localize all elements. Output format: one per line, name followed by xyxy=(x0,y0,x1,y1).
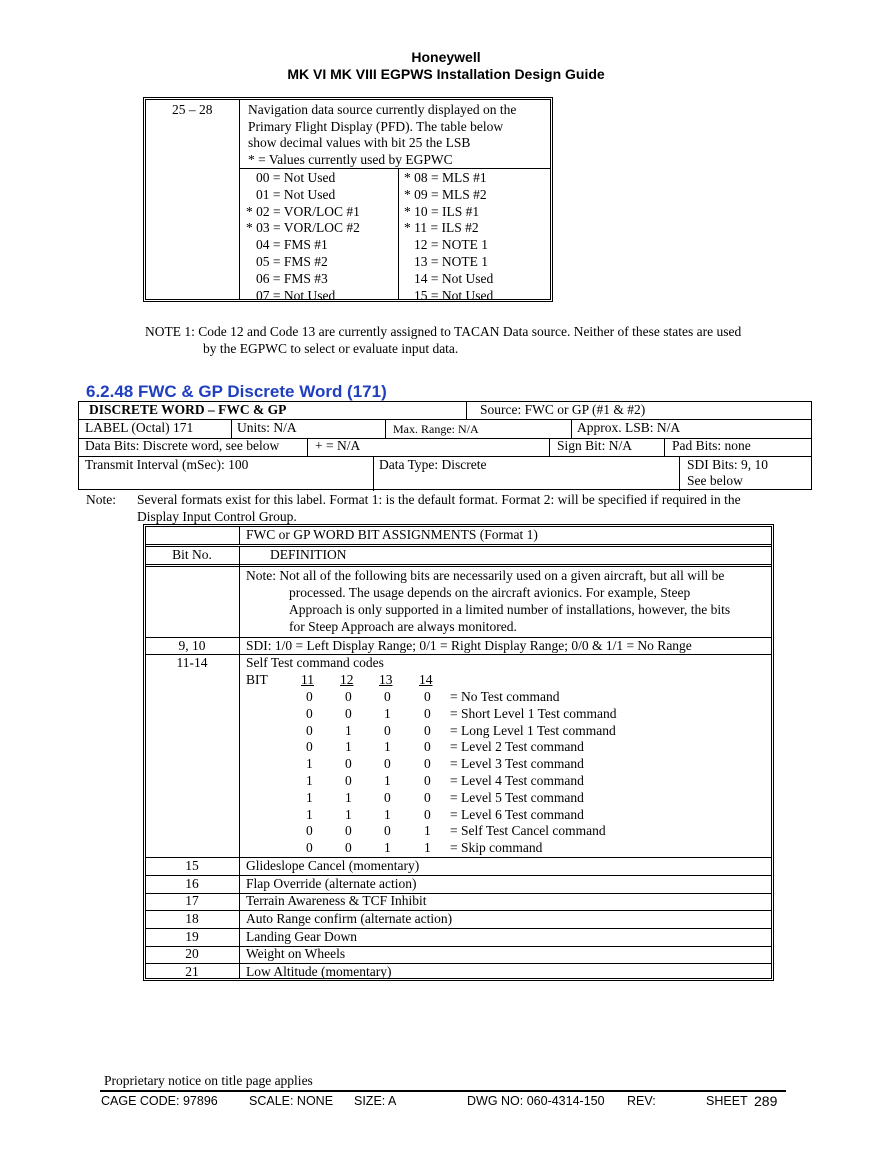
bit-definition: Glideslope Cancel (momentary) xyxy=(246,858,420,873)
drawing-number: DWG NO: 060-4314-150 xyxy=(467,1094,605,1108)
pad-bits: Pad Bits: none xyxy=(672,438,751,453)
note-1-line: by the EGPWC to select or evaluate input data. xyxy=(203,341,459,356)
sdi-bits: SDI Bits: 9, 10 xyxy=(687,457,769,472)
label-octal: LABEL (Octal) 171 xyxy=(85,420,194,435)
bit-table-note-line: Note: Not all of the following bits are necessarily used on a given aircraft, but all will be xyxy=(246,568,725,583)
self-test-bit-value: 1 xyxy=(306,789,313,805)
self-test-description: = Self Test Cancel command xyxy=(450,823,606,839)
self-test-bit-value: 1 xyxy=(306,756,313,772)
company-name: Honeywell xyxy=(411,49,481,65)
nav-desc-line: * = Values currently used by EGPWC xyxy=(248,152,453,167)
bit-header-col: 13 xyxy=(379,672,393,687)
col-definition-header: DEFINITION xyxy=(270,547,347,562)
max-range: Max. Range: N/A xyxy=(393,422,479,436)
bit-header-col: 14 xyxy=(419,672,433,687)
self-test-bit-value: 1 xyxy=(424,823,431,839)
bit-definition: Low Altitude (momentary) xyxy=(246,964,392,979)
self-test-bit-value: 0 xyxy=(306,722,313,738)
nav-code-left: 07 = Not Used xyxy=(256,287,336,303)
bit-table-note-line: for Steep Approach are always monitored. xyxy=(289,619,517,634)
footer-rule xyxy=(100,1090,786,1092)
self-test-description: = Skip command xyxy=(450,840,543,856)
note-1-line: NOTE 1: Code 12 and Code 13 are currently assigned to TACAN Data source. Neither of these states are used xyxy=(145,324,742,339)
self-test-bit-value: 0 xyxy=(424,789,431,805)
sign-bit: Sign Bit: N/A xyxy=(557,438,633,453)
nav-desc-line: show decimal values with bit 25 the LSB xyxy=(248,135,471,150)
col-bit-header: Bit No. xyxy=(172,547,212,562)
self-test-bit-value: 0 xyxy=(424,722,431,738)
self-test-bit-value: 0 xyxy=(345,705,352,721)
self-test-bit-value: 1 xyxy=(384,840,391,856)
nav-code-left: 00 = Not Used xyxy=(256,170,336,185)
nav-source-table xyxy=(143,97,553,302)
self-test-bit-value: 0 xyxy=(384,823,391,839)
nav-code-right: 13 = NOTE 1 xyxy=(414,254,488,269)
self-test-bit-value: 0 xyxy=(306,840,313,856)
bit-number: 18 xyxy=(185,911,199,926)
bit-definition: Flap Override (alternate action) xyxy=(246,876,417,891)
self-test-bit-value: 0 xyxy=(424,705,431,721)
nav-code-right: 14 = Not Used xyxy=(414,270,494,286)
format-note-label: Note: xyxy=(86,492,116,507)
self-test-bit-value: 1 xyxy=(345,739,352,755)
nav-desc-line: Primary Flight Display (PFD). The table below xyxy=(248,119,504,134)
approx-lsb: Approx. LSB: N/A xyxy=(577,420,681,435)
revision: REV: xyxy=(627,1094,656,1108)
nav-code-left: 06 = FMS #3 xyxy=(256,270,328,286)
self-test-bit-value: 0 xyxy=(345,773,352,788)
self-test-bit-value: 1 xyxy=(345,806,352,822)
self-test-bit-number: 11-14 xyxy=(176,655,208,670)
cage-code: CAGE CODE: 97896 xyxy=(101,1094,218,1108)
section-title: 6.2.48 FWC & GP Discrete Word (171) xyxy=(86,382,387,401)
note-1 xyxy=(145,323,741,357)
nav-desc-line: Navigation data source currently displayed on the xyxy=(248,102,517,117)
self-test-description: = Level 3 Test command xyxy=(450,756,584,772)
bit-number: 20 xyxy=(185,946,199,961)
data-type: Data Type: Discrete xyxy=(379,457,487,472)
bit-number: 19 xyxy=(185,929,199,944)
nav-code-left: * 02 = VOR/LOC #1 xyxy=(246,203,360,219)
self-test-bit-value: 1 xyxy=(424,840,431,856)
self-test-bit-value: 0 xyxy=(424,806,431,822)
self-test-bit-value: 0 xyxy=(424,689,431,704)
self-test-bit-value: 0 xyxy=(384,722,391,738)
nav-code-left: 05 = FMS #2 xyxy=(256,254,328,269)
self-test-description: = Short Level 1 Test command xyxy=(450,705,617,721)
discrete-word-box xyxy=(78,401,812,490)
nav-bits-label: 25 – 28 xyxy=(172,102,213,117)
bit-table-note-line: processed. The usage depends on the aircraft avionics. For example, Steep xyxy=(289,585,691,600)
bit-number: 21 xyxy=(185,964,199,979)
bit-table-title: FWC or GP WORD BIT ASSIGNMENTS (Format 1) xyxy=(246,527,538,542)
bit-definition: Auto Range confirm (alternate action) xyxy=(246,911,453,926)
format-note-line: Several formats exist for this label. Format 1: is the default format. Format 2: will be specified if required in the xyxy=(137,492,741,507)
scale: SCALE: NONE xyxy=(249,1094,334,1108)
self-test-bit-value: 0 xyxy=(306,739,313,755)
nav-code-right: 15 = Not Used xyxy=(414,287,494,303)
self-test-bit-value: 0 xyxy=(345,823,352,839)
self-test-bit-value: 0 xyxy=(384,689,391,704)
self-test-bit-value: 1 xyxy=(384,739,391,755)
self-test-bit-value: 0 xyxy=(424,773,431,788)
sdi-see-below: See below xyxy=(687,473,743,488)
bit-header-label: BIT xyxy=(246,672,268,687)
self-test-bit-value: 0 xyxy=(345,756,352,772)
nav-code-left: 04 = FMS #1 xyxy=(256,237,328,253)
self-test-title: Self Test command codes xyxy=(246,655,384,670)
nav-code-right: 12 = NOTE 1 xyxy=(414,237,488,253)
bit-header-col: 12 xyxy=(340,672,354,687)
discrete-word-name: DISCRETE WORD – FWC & GP xyxy=(89,402,287,417)
bit-table-note-line: Approach is only supported in a limited number of installations, however, the bits xyxy=(289,602,731,617)
nav-code-left: 01 = Not Used xyxy=(256,186,336,202)
self-test-bit-value: 0 xyxy=(345,689,352,704)
self-test-description: = Level 4 Test command xyxy=(450,773,584,788)
format-note-line: Display Input Control Group. xyxy=(137,509,297,524)
sheet-label: SHEET xyxy=(706,1094,748,1108)
bit-definition: Terrain Awareness & TCF Inhibit xyxy=(246,893,427,908)
document-title: MK VI MK VIII EGPWS Installation Design Guide xyxy=(287,66,605,82)
self-test-bit-value: 0 xyxy=(424,739,431,755)
self-test-description: = Level 5 Test command xyxy=(450,789,584,805)
data-bits: Data Bits: Discrete word, see below xyxy=(85,438,280,453)
bit-definition: Weight on Wheels xyxy=(246,946,346,961)
self-test-description: = Level 6 Test command xyxy=(450,806,584,822)
self-test-bit-value: 1 xyxy=(306,773,313,788)
self-test-description: = No Test command xyxy=(450,689,560,704)
self-test-description: = Level 2 Test command xyxy=(450,739,584,755)
self-test-bit-value: 0 xyxy=(306,689,313,704)
self-test-bit-value: 1 xyxy=(345,789,352,805)
bit-number: 16 xyxy=(185,876,199,891)
discrete-word-source: Source: FWC or GP (#1 & #2) xyxy=(480,402,646,417)
self-test-bit-value: 0 xyxy=(345,840,352,856)
self-test-bit-value: 1 xyxy=(384,705,391,721)
self-test-bit-value: 1 xyxy=(306,806,313,822)
self-test-description: = Long Level 1 Test command xyxy=(450,722,616,738)
self-test-bit-value: 1 xyxy=(345,722,352,738)
proprietary-notice: Proprietary notice on title page applies xyxy=(104,1073,313,1088)
nav-code-right: * 10 = ILS #1 xyxy=(404,203,480,219)
bit-header-col: 11 xyxy=(301,672,314,687)
size: SIZE: A xyxy=(354,1094,397,1108)
sdi-bit-number: 9, 10 xyxy=(178,638,206,653)
self-test-bit-value: 1 xyxy=(384,806,391,822)
transmit-interval: Transmit Interval (mSec): 100 xyxy=(85,457,249,472)
self-test-bit-value: 0 xyxy=(306,823,313,839)
bit-assignment-table xyxy=(143,524,774,981)
sheet-number: 289 xyxy=(754,1093,778,1109)
units: Units: N/A xyxy=(237,420,297,435)
nav-code-right: * 09 = MLS #2 xyxy=(404,186,487,202)
self-test-bit-value: 1 xyxy=(384,773,391,788)
nav-code-right: * 11 = ILS #2 xyxy=(404,220,479,236)
nav-code-left: * 03 = VOR/LOC #2 xyxy=(246,220,360,236)
sdi-definition: SDI: 1/0 = Left Display Range; 0/1 = Right Display Range; 0/0 & 1/1 = No Range xyxy=(246,638,692,653)
self-test-bit-value: 0 xyxy=(424,756,431,772)
self-test-bit-value: 0 xyxy=(306,705,313,721)
nav-code-right: * 08 = MLS #1 xyxy=(404,170,487,185)
bit-number: 15 xyxy=(185,858,199,873)
bit-number: 17 xyxy=(185,893,199,908)
plus-value: + = N/A xyxy=(315,438,361,453)
bit-definition: Landing Gear Down xyxy=(246,929,357,944)
self-test-bit-value: 0 xyxy=(384,789,391,805)
self-test-bit-value: 0 xyxy=(384,756,391,772)
